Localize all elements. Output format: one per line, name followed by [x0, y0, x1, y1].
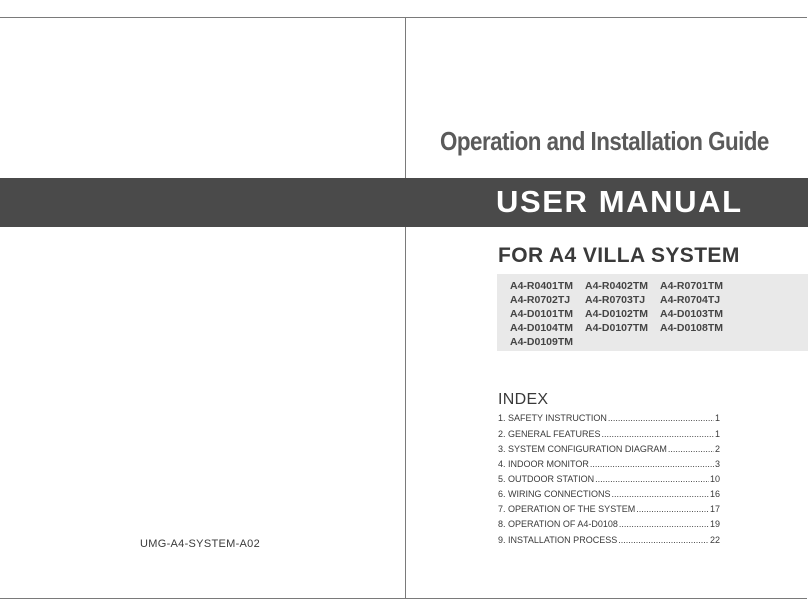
toc-entry-page: 1 — [714, 429, 720, 439]
toc-entry[interactable] — [498, 413, 720, 428]
toc-entry[interactable] — [498, 535, 720, 550]
toc-entry-label: 9. INSTALLATION PROCESS — [498, 535, 618, 545]
toc-entry-label: 8. OPERATION OF A4-D0108 — [498, 519, 618, 529]
toc-entry-label: 3. SYSTEM CONFIGURATION DIAGRAM — [498, 444, 667, 454]
toc-leader-dots — [618, 535, 709, 545]
toc-entry-page: 1 — [714, 413, 720, 423]
page-fold-divider — [405, 17, 406, 598]
toc-leader-dots — [595, 474, 709, 484]
toc-entry-page: 2 — [714, 444, 720, 454]
toc-entry[interactable] — [498, 444, 720, 459]
model-code: A4-D0102TM — [585, 308, 649, 320]
model-code: A4-D0104TM — [510, 322, 574, 334]
toc-entry-page: 17 — [709, 504, 720, 514]
toc-entry[interactable] — [498, 429, 720, 444]
toc-leader-dots — [602, 429, 714, 439]
toc-leader-dots — [612, 489, 709, 499]
toc-entry[interactable] — [498, 459, 720, 474]
toc-leader-dots — [608, 413, 714, 423]
manual-title: USER MANUAL — [496, 184, 743, 219]
toc-entry-label: 2. GENERAL FEATURES — [498, 429, 601, 439]
model-code: A4-D0109TM — [510, 336, 574, 348]
model-code: A4-R0401TM — [510, 280, 574, 292]
toc-entry-label: 6. WIRING CONNECTIONS — [498, 489, 611, 499]
model-code: A4-D0103TM — [660, 308, 724, 320]
index-heading: INDEX — [498, 391, 549, 408]
toc-leader-dots — [590, 459, 714, 469]
toc-entry-page: 10 — [709, 474, 720, 484]
toc-entry[interactable] — [498, 474, 720, 489]
model-code: A4-D0101TM — [510, 308, 574, 320]
toc-entry-label: 1. SAFETY INSTRUCTION — [498, 413, 607, 423]
toc-entry-label: 7. OPERATION OF THE SYSTEM — [498, 504, 636, 514]
model-code: A4-R0704TJ — [660, 294, 721, 306]
toc-entry-page: 22 — [709, 535, 720, 545]
model-code: A4-R0701TM — [660, 280, 724, 292]
toc-entry-label: 4. INDOOR MONITOR — [498, 459, 589, 469]
toc-leader-dots — [636, 504, 709, 514]
toc-entry[interactable] — [498, 519, 720, 534]
document-code: UMG-A4-SYSTEM-A02 — [140, 538, 261, 550]
model-code: A4-D0107TM — [585, 322, 649, 334]
model-code: A4-R0703TJ — [585, 294, 646, 306]
model-code: A4-R0402TM — [585, 280, 649, 292]
model-code: A4-D0108TM — [660, 322, 724, 334]
toc-leader-dots — [619, 519, 709, 529]
system-title: FOR A4 VILLA SYSTEM — [498, 244, 740, 267]
toc-entry-page: 16 — [709, 489, 720, 499]
toc-entry[interactable] — [498, 489, 720, 504]
toc-leader-dots — [668, 444, 714, 454]
toc-entry-page: 3 — [714, 459, 720, 469]
toc-entry[interactable] — [498, 504, 720, 519]
guide-subtitle: Operation and Installation Guide — [440, 126, 769, 156]
model-code: A4-R0702TJ — [510, 294, 571, 306]
toc-entry-label: 5. OUTDOOR STATION — [498, 474, 595, 484]
toc-entry-page: 19 — [709, 519, 720, 529]
